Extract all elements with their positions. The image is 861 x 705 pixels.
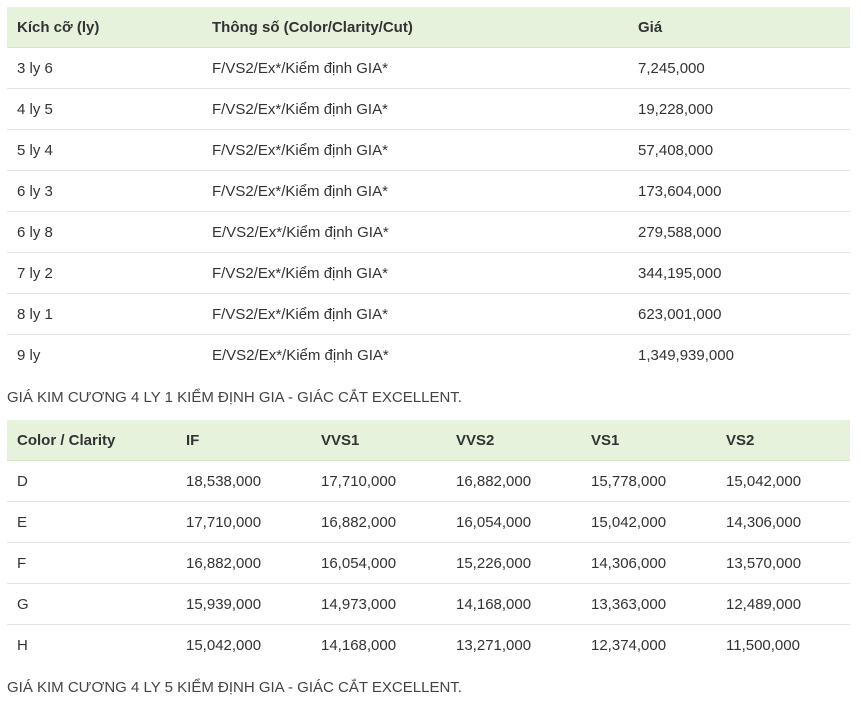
header-vs1: VS1 [581,420,716,461]
cell-price: 15,778,000 [581,461,716,502]
cell-price: 13,363,000 [581,584,716,625]
table-row [7,130,850,171]
table-row [7,461,850,502]
cell-price: 19,228,000 [628,89,850,130]
cell-price: 17,710,000 [311,461,446,502]
table-header-row [7,7,850,48]
cell-price: 15,042,000 [186,636,262,654]
cell-price: 16,882,000 [446,461,581,502]
header-color-clarity: Color / Clarity [7,420,176,461]
cell-price: 12,374,000 [591,636,667,654]
cell-size: 7 ly 2 [7,253,202,294]
table-row [7,294,850,335]
cell-size: 8 ly 1 [7,294,202,335]
cell-spec: E/VS2/Ex*/Kiểm định GIA* [212,346,389,364]
table-row [7,335,850,376]
table-row [7,212,850,253]
cell-price: 279,588,000 [628,212,850,253]
cell-price: 14,168,000 [446,584,581,625]
cell-price: 344,195,000 [628,253,850,294]
cell-price: 12,489,000 [716,584,850,625]
cell-spec: F/VS2/Ex*/Kiểm định GIA* [202,48,628,89]
cell-color: F [7,543,176,584]
color-clarity-table [7,420,850,665]
cell-price: 16,054,000 [311,543,446,584]
cell-size: 6 ly 8 [7,212,202,253]
cell-color: H [17,636,28,654]
cell-price: 1,349,939,000 [638,346,734,364]
caption-4ly1: GIÁ KIM CƯƠNG 4 LY 1 KIỂM ĐỊNH GIA - GIÁC CẮT EXCELLENT. [7,389,462,406]
header-size: Kích cỡ (ly) [7,7,202,48]
cell-color: E [7,502,176,543]
table-header-row [7,420,850,461]
table-row [7,625,850,666]
cell-spec: F/VS2/Ex*/Kiểm định GIA* [202,89,628,130]
header-if: IF [176,420,311,461]
table-row [7,253,850,294]
table-row [7,48,850,89]
cell-price: 11,500,000 [726,636,800,654]
cell-spec: F/VS2/Ex*/Kiểm định GIA* [202,253,628,294]
cell-price: 14,973,000 [311,584,446,625]
header-vvs2: VVS2 [446,420,581,461]
table-row [7,543,850,584]
cell-size: 3 ly 6 [7,48,202,89]
cell-price: 173,604,000 [628,171,850,212]
header-vs2: VS2 [716,420,850,461]
cell-color: G [7,584,176,625]
caption-4ly5: GIÁ KIM CƯƠNG 4 LY 5 KIỂM ĐỊNH GIA - GIÁC CẮT EXCELLENT. [7,679,462,696]
cell-price: 14,306,000 [581,543,716,584]
cell-size: 6 ly 3 [7,171,202,212]
cell-spec: E/VS2/Ex*/Kiểm định GIA* [202,212,628,253]
cell-price: 17,710,000 [176,502,311,543]
cell-price: 623,001,000 [628,294,850,335]
cell-spec: F/VS2/Ex*/Kiểm định GIA* [202,130,628,171]
cell-price: 15,042,000 [716,461,850,502]
cell-price: 15,042,000 [581,502,716,543]
cell-price: 7,245,000 [628,48,850,89]
cell-size: 9 ly [17,346,41,364]
cell-price: 16,054,000 [446,502,581,543]
header-spec: Thông số (Color/Clarity/Cut) [202,7,628,48]
cell-spec: F/VS2/Ex*/Kiểm định GIA* [202,294,628,335]
cell-price: 15,939,000 [176,584,311,625]
table-row [7,502,850,543]
table-row [7,89,850,130]
cell-price: 13,570,000 [716,543,850,584]
cell-price: 18,538,000 [176,461,311,502]
header-price: Giá [628,7,850,48]
cell-price: 57,408,000 [628,130,850,171]
cell-price: 16,882,000 [311,502,446,543]
cell-price: 14,306,000 [716,502,850,543]
cell-price: 16,882,000 [176,543,311,584]
cell-size: 4 ly 5 [7,89,202,130]
size-price-table [7,7,850,375]
cell-spec: F/VS2/Ex*/Kiểm định GIA* [202,171,628,212]
cell-size: 5 ly 4 [7,130,202,171]
cell-price: 15,226,000 [446,543,581,584]
cell-price: 14,168,000 [321,636,397,654]
header-vvs1: VVS1 [311,420,446,461]
cell-color: D [7,461,176,502]
table-row [7,171,850,212]
table-row [7,584,850,625]
cell-price: 13,271,000 [456,636,532,654]
